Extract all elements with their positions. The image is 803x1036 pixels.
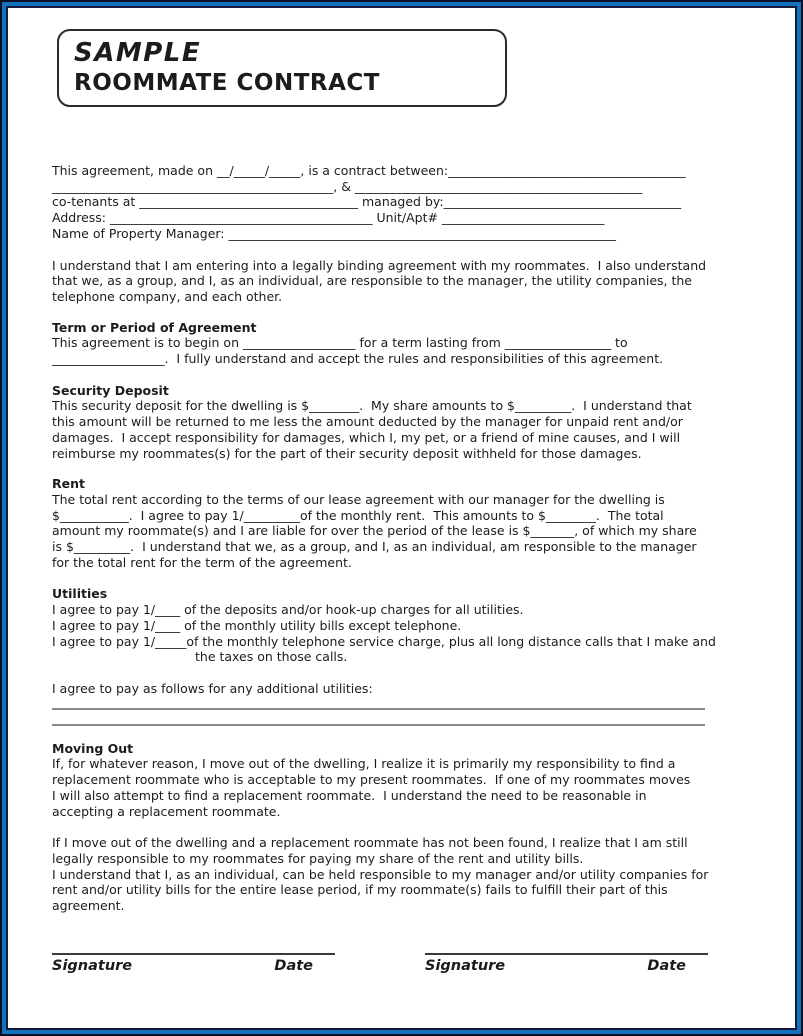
utilities-item: I agree to pay 1/_____of the monthly telephone service charge, plus all long distance calls that I make and [52, 633, 716, 649]
date-label: Date [647, 957, 686, 974]
date-label: Date [274, 957, 313, 974]
utilities-item-continuation: the taxes on those calls. [195, 649, 348, 665]
paragraph-line: damages. I accept responsibility for damages, which I, my pet, or a friend of mine causes, and I will [52, 429, 681, 445]
parties-line: Address: __________________________________________ Unit/Apt# __________________________ [52, 210, 605, 226]
paragraph-line: __________________. I fully understand and accept the rules and responsibilities of this agreement. [52, 351, 664, 367]
moving-out-section [52, 741, 795, 820]
paragraph-line: accepting a replacement roommate. [52, 803, 281, 819]
parties-line: Name of Property Manager: ______________________________________________________________ [52, 225, 616, 241]
paragraph-line: is $_________. I understand that we, as a group, and I, as an individual, am responsible to the manager [52, 539, 697, 555]
paragraph-line: telephone company, and each other. [52, 288, 283, 304]
utilities-heading: Utilities [52, 586, 108, 602]
paragraph-line: amount my roommate(s) and I are liable for over the period of the lease is $_______, of which my share [52, 523, 697, 539]
parties-section [52, 163, 795, 242]
paragraph-line: I will also attempt to find a replacement roommate. I understand the need to be reasonable in [52, 787, 647, 803]
term-section [52, 320, 795, 367]
signature-column-left [52, 953, 335, 974]
paragraph-line: reimburse my roommates(s) for the part of their security deposit withheld for those damages. [52, 445, 642, 461]
utilities-item: I agree to pay 1/____ of the monthly utility bills except telephone. [52, 617, 462, 633]
utilities-item: I agree to pay 1/____ of the deposits and/or hook-up charges for all utilities. [52, 602, 524, 618]
paragraph-line: If I move out of the dwelling and a replacement roommate has not been found, I realize that I am still [52, 835, 688, 851]
security-deposit-section [52, 383, 795, 462]
document-page [6, 6, 797, 1030]
signature-label: Signature [52, 957, 133, 974]
term-section-heading: Term or Period of Agreement [52, 319, 257, 335]
paragraph-line: $___________. I agree to pay 1/_________of the monthly rent. This amounts to $________. The total [52, 507, 664, 523]
paragraph-line: This security deposit for the dwelling is $________. My share amounts to $_________. I understand that [52, 398, 692, 414]
paragraph-line: If, for whatever reason, I move out of the dwelling, I realize it is primarily my responsibility to find a [52, 756, 676, 772]
signature-block [52, 953, 795, 974]
security-deposit-heading: Security Deposit [52, 382, 169, 398]
rent-section [52, 476, 795, 570]
paragraph-line: for the total rent for the term of the agreement. [52, 554, 352, 570]
rent-heading: Rent [52, 476, 85, 492]
moving-out-liability-paragraph [52, 835, 795, 914]
paragraph-line: This agreement is to begin on __________________ for a term lasting from _________________ to [52, 335, 628, 351]
fill-in-rule [52, 724, 705, 726]
moving-out-heading: Moving Out [52, 740, 134, 756]
paragraph-line: this amount will be returned to me less the amount deducted by the manager for unpaid rent and/or [52, 414, 683, 430]
paragraph-line: agreement. [52, 898, 125, 914]
additional-utilities-line: I agree to pay as follows for any additional utilities: [52, 680, 373, 696]
paragraph-line: I understand that I am entering into a legally binding agreement with my roommates. I also understand [52, 257, 707, 273]
signature-label: Signature [425, 957, 506, 974]
document-content [8, 8, 795, 974]
paragraph-line: legally responsible to my roommates for paying my share of the rent and utility bills. [52, 850, 584, 866]
parties-line: _____________________________________________, & ______________________________________________ [52, 178, 643, 194]
binding-agreement-paragraph [52, 258, 795, 305]
utilities-section [52, 586, 795, 665]
paragraph-line: I understand that I, as an individual, can be held responsible to my manager and/or utility companies for [52, 866, 709, 882]
signature-column-right [425, 953, 708, 974]
fill-in-rule [52, 708, 705, 710]
document-title: ROOMMATE CONTRACT [74, 70, 380, 96]
paragraph-line: that we, as a group, and I, as an individual, are responsible to the manager, the utility companies, the [52, 273, 692, 289]
paragraph-line: The total rent according to the terms of our lease agreement with our manager for the dwelling is [52, 491, 665, 507]
paragraph-line: rent and/or utility bills for the entire lease period, if my roommate(s) fails to fulfill their part of this [52, 882, 668, 898]
sample-watermark-label: SAMPLE [74, 38, 202, 68]
parties-line: co-tenants at ___________________________________ managed by:______________________________________ [52, 194, 682, 210]
parties-line: This agreement, made on __/_____/_____, is a contract between:______________________________________ [52, 163, 686, 178]
title-box [57, 29, 507, 107]
paragraph-line: replacement roommate who is acceptable to my present roommates. If one of my roommates moves [52, 772, 691, 788]
